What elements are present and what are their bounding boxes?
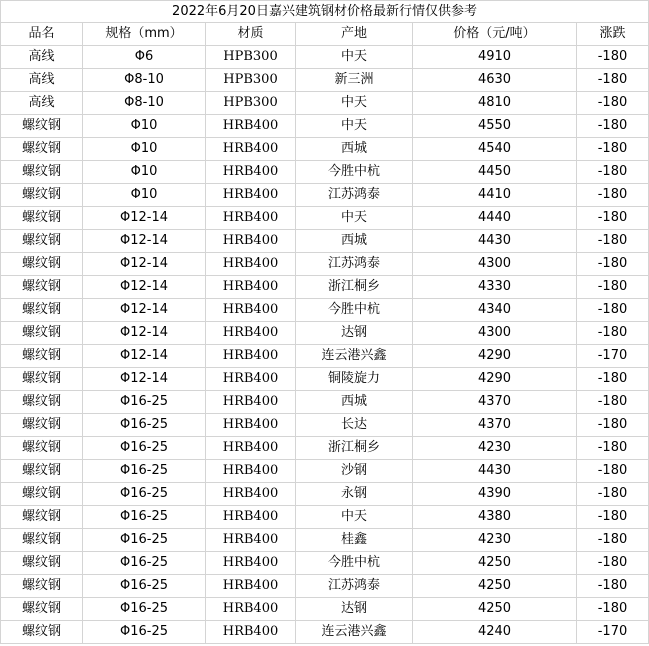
cell-price: 4250 <box>413 598 577 621</box>
cell-change: -180 <box>577 437 649 460</box>
cell-price: 4290 <box>413 345 577 368</box>
table-row <box>1 46 649 69</box>
cell-origin: 西城 <box>296 230 413 253</box>
cell-specification: Φ8-10 <box>83 92 206 115</box>
cell-product-name: 螺纹钢 <box>1 207 83 230</box>
cell-origin: 新三洲 <box>296 69 413 92</box>
cell-origin: 江苏鸿泰 <box>296 253 413 276</box>
cell-origin: 中天 <box>296 506 413 529</box>
cell-origin: 今胜中杭 <box>296 552 413 575</box>
cell-price: 4250 <box>413 552 577 575</box>
cell-origin: 永钢 <box>296 483 413 506</box>
cell-material: HRB400 <box>206 299 296 322</box>
cell-specification: Φ16-25 <box>83 529 206 552</box>
cell-product-name: 螺纹钢 <box>1 115 83 138</box>
table-row <box>1 414 649 437</box>
header-specification: 规格（mm） <box>83 23 206 46</box>
cell-material: HPB300 <box>206 92 296 115</box>
cell-material: HRB400 <box>206 437 296 460</box>
cell-origin: 浙江桐乡 <box>296 437 413 460</box>
table-row <box>1 207 649 230</box>
cell-product-name: 螺纹钢 <box>1 322 83 345</box>
cell-specification: Φ12-14 <box>83 322 206 345</box>
cell-origin: 浙江桐乡 <box>296 276 413 299</box>
cell-price: 4430 <box>413 460 577 483</box>
cell-price: 4540 <box>413 138 577 161</box>
cell-change: -180 <box>577 529 649 552</box>
header-material: 材质 <box>206 23 296 46</box>
cell-material: HPB300 <box>206 69 296 92</box>
cell-material: HPB300 <box>206 46 296 69</box>
cell-origin: 中天 <box>296 46 413 69</box>
table-row <box>1 483 649 506</box>
cell-material: HRB400 <box>206 115 296 138</box>
title-row <box>1 1 649 23</box>
cell-specification: Φ12-14 <box>83 253 206 276</box>
cell-material: HRB400 <box>206 575 296 598</box>
cell-material: HRB400 <box>206 368 296 391</box>
cell-product-name: 螺纹钢 <box>1 460 83 483</box>
cell-origin: 铜陵旋力 <box>296 368 413 391</box>
table-row <box>1 276 649 299</box>
cell-origin: 达钢 <box>296 598 413 621</box>
cell-specification: Φ10 <box>83 138 206 161</box>
cell-specification: Φ16-25 <box>83 414 206 437</box>
cell-material: HRB400 <box>206 621 296 644</box>
cell-origin: 长达 <box>296 414 413 437</box>
cell-product-name: 螺纹钢 <box>1 621 83 644</box>
cell-product-name: 螺纹钢 <box>1 483 83 506</box>
table-row <box>1 506 649 529</box>
cell-specification: Φ10 <box>83 184 206 207</box>
table-row <box>1 391 649 414</box>
cell-specification: Φ16-25 <box>83 621 206 644</box>
cell-product-name: 螺纹钢 <box>1 437 83 460</box>
cell-change: -180 <box>577 598 649 621</box>
cell-price: 4300 <box>413 322 577 345</box>
cell-specification: Φ16-25 <box>83 575 206 598</box>
cell-specification: Φ12-14 <box>83 230 206 253</box>
cell-change: -180 <box>577 276 649 299</box>
cell-material: HRB400 <box>206 184 296 207</box>
cell-change: -170 <box>577 345 649 368</box>
table-row <box>1 460 649 483</box>
cell-product-name: 螺纹钢 <box>1 552 83 575</box>
cell-change: -180 <box>577 552 649 575</box>
cell-product-name: 螺纹钢 <box>1 184 83 207</box>
cell-material: HRB400 <box>206 414 296 437</box>
cell-product-name: 螺纹钢 <box>1 276 83 299</box>
cell-product-name: 高线 <box>1 69 83 92</box>
cell-material: HRB400 <box>206 460 296 483</box>
table-row <box>1 184 649 207</box>
cell-change: -180 <box>577 230 649 253</box>
table-row <box>1 345 649 368</box>
cell-price: 4630 <box>413 69 577 92</box>
cell-product-name: 螺纹钢 <box>1 598 83 621</box>
cell-product-name: 螺纹钢 <box>1 529 83 552</box>
cell-price: 4390 <box>413 483 577 506</box>
table-row <box>1 368 649 391</box>
cell-material: HRB400 <box>206 322 296 345</box>
cell-material: HRB400 <box>206 552 296 575</box>
cell-origin: 江苏鸿泰 <box>296 575 413 598</box>
cell-product-name: 螺纹钢 <box>1 138 83 161</box>
cell-material: HRB400 <box>206 598 296 621</box>
cell-material: HRB400 <box>206 230 296 253</box>
cell-price: 4250 <box>413 575 577 598</box>
cell-change: -180 <box>577 69 649 92</box>
cell-price: 4300 <box>413 253 577 276</box>
cell-specification: Φ16-25 <box>83 552 206 575</box>
cell-specification: Φ10 <box>83 115 206 138</box>
cell-change: -180 <box>577 207 649 230</box>
table-row <box>1 253 649 276</box>
cell-change: -180 <box>577 460 649 483</box>
cell-change: -180 <box>577 575 649 598</box>
cell-price: 4370 <box>413 414 577 437</box>
cell-product-name: 螺纹钢 <box>1 253 83 276</box>
cell-origin: 连云港兴鑫 <box>296 345 413 368</box>
cell-product-name: 螺纹钢 <box>1 368 83 391</box>
cell-product-name: 螺纹钢 <box>1 299 83 322</box>
cell-material: HRB400 <box>206 161 296 184</box>
table-row <box>1 92 649 115</box>
cell-material: HRB400 <box>206 207 296 230</box>
cell-specification: Φ16-25 <box>83 391 206 414</box>
cell-origin: 中天 <box>296 92 413 115</box>
cell-product-name: 高线 <box>1 46 83 69</box>
cell-specification: Φ16-25 <box>83 460 206 483</box>
header-product-name: 品名 <box>1 23 83 46</box>
cell-material: HRB400 <box>206 276 296 299</box>
cell-price: 4550 <box>413 115 577 138</box>
cell-price: 4230 <box>413 437 577 460</box>
cell-origin: 西城 <box>296 138 413 161</box>
cell-material: HRB400 <box>206 253 296 276</box>
cell-material: HRB400 <box>206 138 296 161</box>
cell-change: -180 <box>577 253 649 276</box>
cell-origin: 西城 <box>296 391 413 414</box>
cell-product-name: 螺纹钢 <box>1 506 83 529</box>
cell-change: -170 <box>577 621 649 644</box>
table-row <box>1 69 649 92</box>
cell-change: -180 <box>577 115 649 138</box>
header-price: 价格（元/吨） <box>413 23 577 46</box>
cell-specification: Φ12-14 <box>83 368 206 391</box>
cell-product-name: 螺纹钢 <box>1 230 83 253</box>
table-title: 2022年6月20日嘉兴建筑钢材价格最新行情仅供参考 <box>1 1 649 23</box>
cell-change: -180 <box>577 92 649 115</box>
cell-origin: 中天 <box>296 115 413 138</box>
cell-specification: Φ12-14 <box>83 299 206 322</box>
table-row <box>1 138 649 161</box>
table-row <box>1 575 649 598</box>
cell-specification: Φ16-25 <box>83 437 206 460</box>
cell-price: 4440 <box>413 207 577 230</box>
cell-price: 4290 <box>413 368 577 391</box>
cell-origin: 桂鑫 <box>296 529 413 552</box>
cell-change: -180 <box>577 161 649 184</box>
cell-specification: Φ16-25 <box>83 483 206 506</box>
cell-product-name: 螺纹钢 <box>1 391 83 414</box>
cell-origin: 今胜中杭 <box>296 299 413 322</box>
table-row <box>1 437 649 460</box>
cell-change: -180 <box>577 322 649 345</box>
table-row <box>1 230 649 253</box>
cell-price: 4430 <box>413 230 577 253</box>
cell-price: 4910 <box>413 46 577 69</box>
cell-specification: Φ16-25 <box>83 598 206 621</box>
cell-change: -180 <box>577 368 649 391</box>
cell-material: HRB400 <box>206 391 296 414</box>
cell-change: -180 <box>577 46 649 69</box>
cell-specification: Φ10 <box>83 161 206 184</box>
cell-product-name: 螺纹钢 <box>1 575 83 598</box>
table-row <box>1 598 649 621</box>
price-table-body <box>1 1 649 644</box>
cell-price: 4450 <box>413 161 577 184</box>
cell-change: -180 <box>577 483 649 506</box>
cell-change: -180 <box>577 184 649 207</box>
cell-change: -180 <box>577 506 649 529</box>
cell-change: -180 <box>577 391 649 414</box>
table-row <box>1 529 649 552</box>
cell-price: 4370 <box>413 391 577 414</box>
cell-change: -180 <box>577 414 649 437</box>
cell-product-name: 螺纹钢 <box>1 345 83 368</box>
cell-price: 4330 <box>413 276 577 299</box>
cell-price: 4340 <box>413 299 577 322</box>
cell-specification: Φ12-14 <box>83 276 206 299</box>
cell-product-name: 螺纹钢 <box>1 414 83 437</box>
table-row <box>1 161 649 184</box>
cell-specification: Φ6 <box>83 46 206 69</box>
cell-material: HRB400 <box>206 345 296 368</box>
cell-specification: Φ12-14 <box>83 345 206 368</box>
cell-price: 4410 <box>413 184 577 207</box>
cell-material: HRB400 <box>206 529 296 552</box>
header-origin: 产地 <box>296 23 413 46</box>
cell-origin: 今胜中杭 <box>296 161 413 184</box>
cell-product-name: 螺纹钢 <box>1 161 83 184</box>
cell-material: HRB400 <box>206 483 296 506</box>
cell-product-name: 高线 <box>1 92 83 115</box>
cell-origin: 江苏鸿泰 <box>296 184 413 207</box>
cell-specification: Φ8-10 <box>83 69 206 92</box>
cell-origin: 连云港兴鑫 <box>296 621 413 644</box>
cell-price: 4230 <box>413 529 577 552</box>
table-row <box>1 115 649 138</box>
header-row <box>1 23 649 46</box>
table-row <box>1 322 649 345</box>
cell-change: -180 <box>577 138 649 161</box>
cell-origin: 沙钢 <box>296 460 413 483</box>
cell-origin: 中天 <box>296 207 413 230</box>
cell-change: -180 <box>577 299 649 322</box>
cell-origin: 达钢 <box>296 322 413 345</box>
header-change: 涨跌 <box>577 23 649 46</box>
table-row <box>1 299 649 322</box>
cell-specification: Φ16-25 <box>83 506 206 529</box>
cell-price: 4240 <box>413 621 577 644</box>
table-row <box>1 621 649 644</box>
cell-specification: Φ12-14 <box>83 207 206 230</box>
table-row <box>1 552 649 575</box>
cell-price: 4810 <box>413 92 577 115</box>
cell-price: 4380 <box>413 506 577 529</box>
cell-material: HRB400 <box>206 506 296 529</box>
